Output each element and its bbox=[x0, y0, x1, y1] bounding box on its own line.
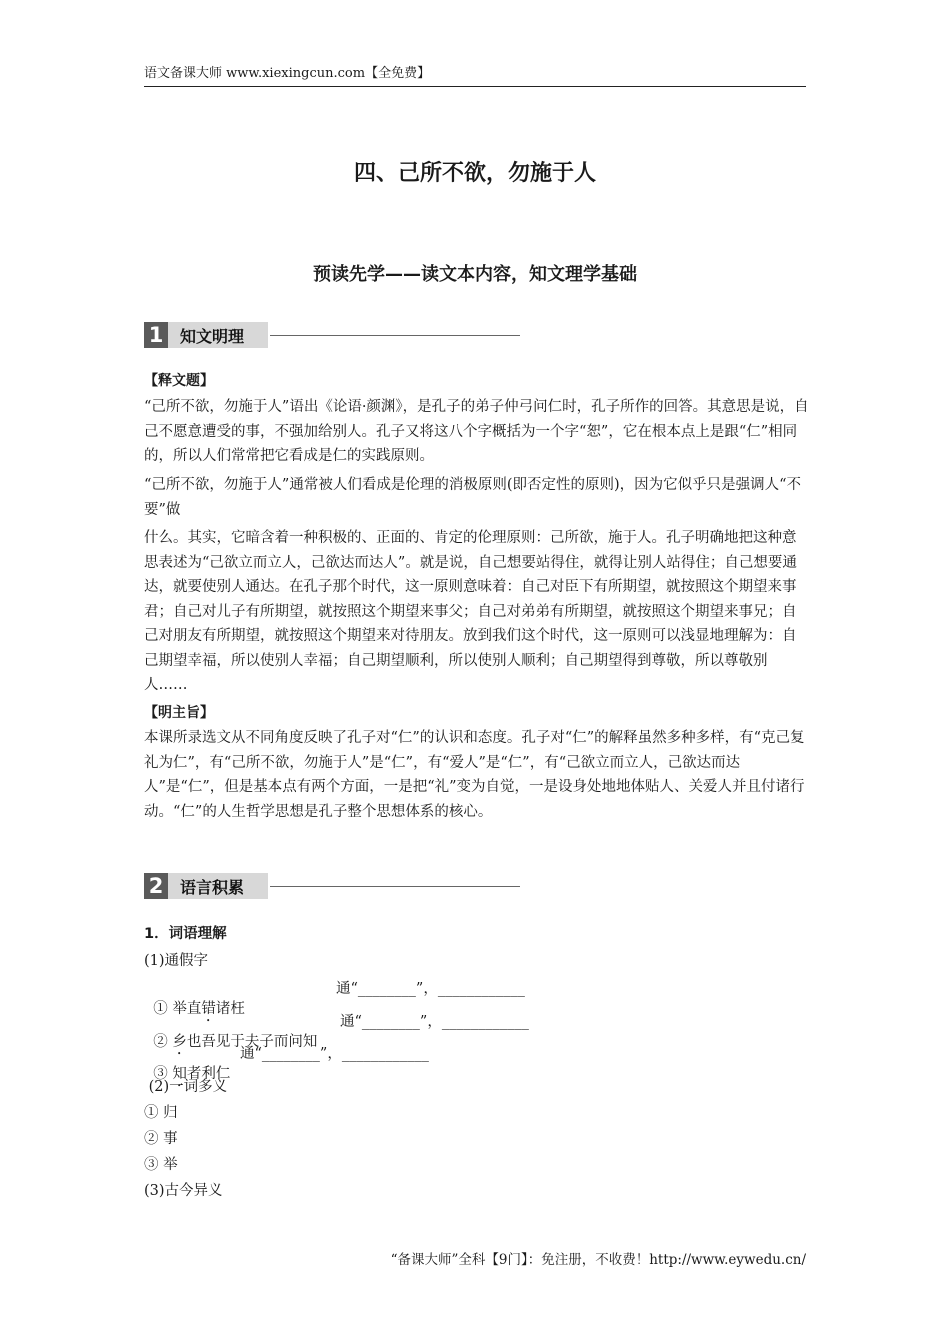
yici-item-3: ③ 举 bbox=[144, 1157, 178, 1173]
paragraph-shiwenti-1: “己所不欲，勿施于人”语出《论语·颜渊》，是孔子的弟子仲弓问仁时，孔子所作的回答。其意思是说，自己不愿意遭受的事，不强加给别人。孔子又将这八个字概括为一个字“恕”，它在根本点上是跟“仁”相同的，所以人们常常把它看成是仁的实践原则。 bbox=[144, 399, 809, 464]
subheading-tongjiazi: (1)通假字 bbox=[144, 953, 209, 969]
section-heading-2 bbox=[144, 873, 520, 899]
emphasized-char: 乡 bbox=[172, 1034, 187, 1050]
fill-blank-2: 通“________”，____________ bbox=[340, 1014, 529, 1030]
paragraph-shiwenti-2: “己所不欲，勿施于人”通常被人们看成是伦理的消极原则(即否定性的原则)，因为它似乎只是强调人“不要”做 bbox=[144, 477, 802, 518]
fill-blank-1: 通“________”，____________ bbox=[336, 981, 525, 997]
section-number-badge: 2 bbox=[144, 873, 168, 899]
yici-item-1: ① 归 bbox=[144, 1105, 178, 1121]
tongjiazi-item-3: ③ 知者利仁 bbox=[153, 1066, 231, 1082]
section-label: 知文明理 bbox=[168, 322, 268, 348]
yici-item-2: ② 事 bbox=[144, 1131, 178, 1147]
emphasized-char: 知 bbox=[172, 1066, 187, 1082]
section-heading-1 bbox=[144, 322, 520, 348]
page-subtitle: 预读先学——读文本内容，知文理学基础 bbox=[313, 264, 637, 285]
tongjiazi-item-2: ② 乡也吾见于夫子而问知 bbox=[153, 1034, 318, 1050]
page-header bbox=[144, 64, 806, 87]
emphasized-char: 错 bbox=[201, 1001, 216, 1017]
section-rule bbox=[270, 886, 520, 887]
subheading-gujin: (3)古今异义 bbox=[144, 1183, 223, 1199]
paragraph-shiwenti-3: 什么。其实，它暗含着一种积极的、正面的、肯定的伦理原则：己所欲，施于人。孔子明确地把这种意思表述为“己欲立而立人，己欲达而达人”。就是说，自己想要站得住，就得让别人站得住；自己想要通达，就要使别人通达。在孔子那个时代，这一原则意味着：自己对臣下有所期望，就按照这个期望来事君；自己对儿子有所期望，就按照这个期望来事父；自己对弟弟有所期望，就按照这个期望来事兄；自己对朋友有所期望，就按照这个期望来对待朋友。放到我们这个时代，这一原则可以浅显地理解为：自己期望幸福，所以使别人幸福；自己期望顺利，所以使别人顺利；自己期望得到尊敬，所以尊敬别人…… bbox=[144, 530, 797, 693]
section-rule bbox=[270, 335, 520, 336]
tag-shiwenti: 【释文题】 bbox=[144, 373, 214, 389]
paragraph-mingzhuzhi: 本课所录选文从不同角度反映了孔子对“仁”的认识和态度。孔子对“仁”的解释虽然多种多样，有“克己复礼为仁”，有“己所不欲，勿施于人”是“仁”，有“爱人”是“仁”，有“己欲立而立人，己欲达而达人”是“仁”，但是基本点有两个方面，一是把“礼”变为自觉，一是设身处地地体贴人、关爱人并且付诸行动。“仁”的人生哲学思想是孔子整个思想体系的核心。 bbox=[144, 730, 805, 820]
question-1-title: 1．词语理解 bbox=[144, 926, 227, 942]
page-footer: “备课大师”全科【9门】：免注册，不收费！http://www.eywedu.cn/ bbox=[390, 1252, 806, 1268]
subheading-yicimuoyi: (2)一词多义 bbox=[144, 1079, 228, 1095]
tongjiazi-item-1: ① 举直错诸枉 bbox=[153, 1001, 245, 1017]
page-title: 四、己所不欲，勿施于人 bbox=[353, 161, 596, 186]
tag-mingzhuzhi: 【明主旨】 bbox=[144, 705, 214, 721]
section-number-badge: 1 bbox=[144, 322, 168, 348]
fill-blank-3: 通“________”，____________ bbox=[240, 1046, 429, 1062]
section-label: 语言积累 bbox=[168, 873, 268, 899]
header-text: 语文备课大师 www.xiexingcun.com【全免费】 bbox=[144, 66, 431, 81]
